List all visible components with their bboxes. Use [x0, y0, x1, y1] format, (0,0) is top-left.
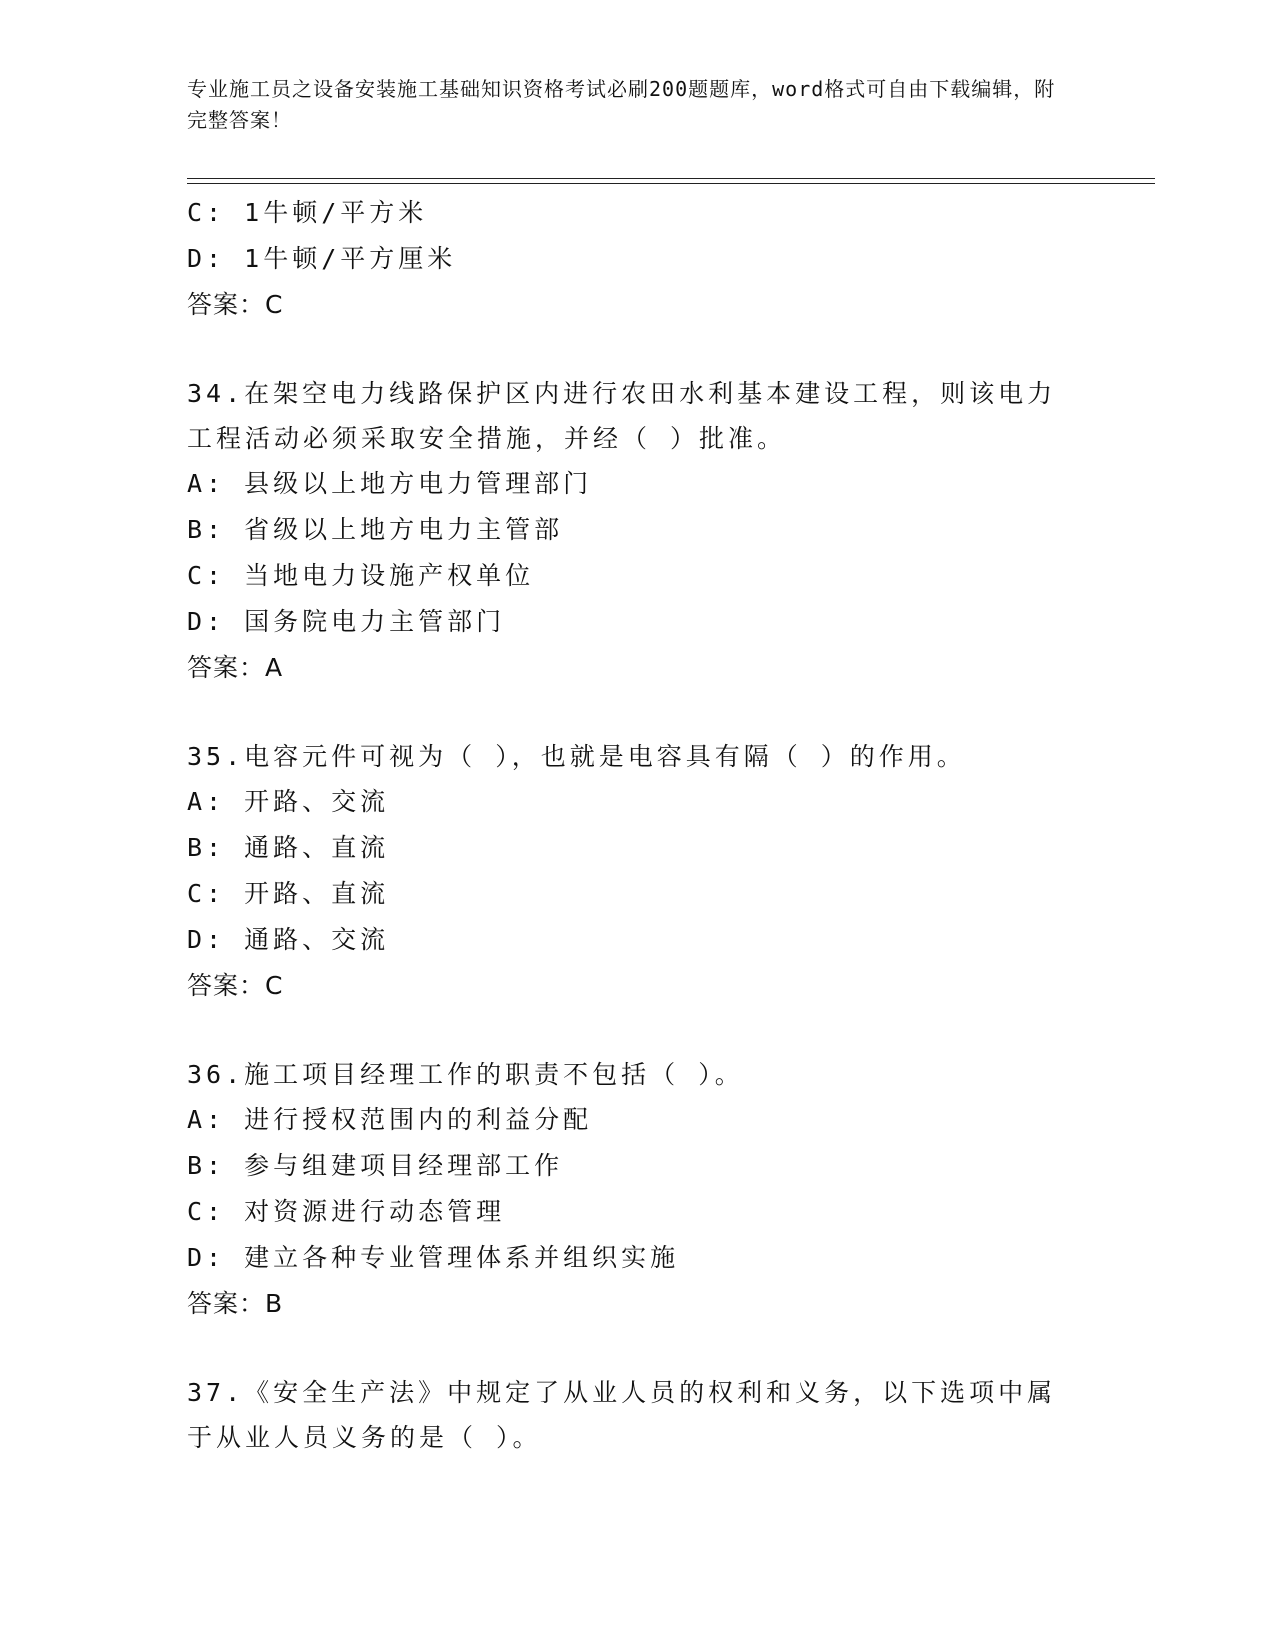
option-d: D: 国务院电力主管部门 [187, 607, 506, 636]
option-b: B: 通路、直流 [187, 833, 390, 862]
answer: 答案：A [187, 653, 284, 682]
option-d: D: 建立各种专业管理体系并组织实施 [187, 1243, 680, 1272]
option-d: D: 1牛顿/平方厘米 [187, 244, 457, 273]
document-header: 专业施工员之设备安装施工基础知识资格考试必刷200题题库，word格式可自由下载编辑，附完整答案！ [187, 77, 1056, 132]
header-rule-top [187, 178, 1155, 179]
option-a: A: 县级以上地方电力管理部门 [187, 469, 593, 498]
document-body [187, 190, 1087, 1460]
answer: 答案：C [187, 971, 284, 1000]
option-d: D: 通路、交流 [187, 925, 390, 954]
question-36 [187, 1052, 1087, 1327]
option-a: A: 开路、交流 [187, 787, 390, 816]
header-rule-bottom [187, 183, 1155, 184]
option-b: B: 参与组建项目经理部工作 [187, 1151, 564, 1180]
question-35 [187, 734, 1087, 1009]
question-37 [187, 1370, 1087, 1460]
answer: 答案：C [187, 290, 284, 319]
answer: 答案：B [187, 1289, 284, 1318]
question-34 [187, 371, 1087, 691]
option-a: A: 进行授权范围内的利益分配 [187, 1105, 593, 1134]
question-33-continued [187, 190, 1087, 328]
question-stem: 34.在架空电力线路保护区内进行农田水利基本建设工程，则该电力工程活动必须采取安全措施，并经（ ）批准。 [187, 379, 1057, 453]
question-stem: 36.施工项目经理工作的职责不包括（ ）。 [187, 1060, 744, 1089]
option-b: B: 省级以上地方电力主管部 [187, 515, 564, 544]
question-stem: 35.电容元件可视为（ ），也就是电容具有隔（ ）的作用。 [187, 742, 966, 771]
question-stem: 37.《安全生产法》中规定了从业人员的权利和义务，以下选项中属于从业人员义务的是（ ）。 [187, 1378, 1057, 1452]
option-c: C: 当地电力设施产权单位 [187, 561, 535, 590]
option-c: C: 对资源进行动态管理 [187, 1197, 506, 1226]
option-c: C: 开路、直流 [187, 879, 390, 908]
option-c: C: 1牛顿/平方米 [187, 198, 428, 227]
